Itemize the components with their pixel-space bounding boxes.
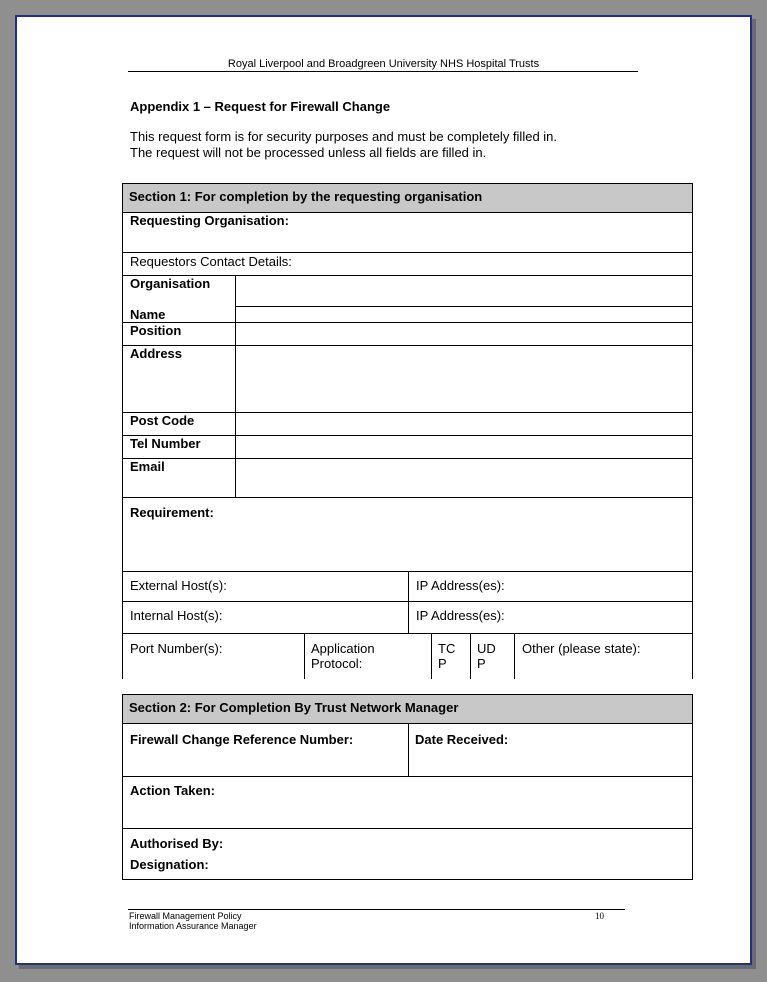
other-protocol-label: Other (please state): xyxy=(522,641,641,656)
designation-label: Designation: xyxy=(130,857,209,872)
application-protocol-label: Application Protocol: xyxy=(311,641,375,671)
intro-text xyxy=(130,129,650,161)
position-input[interactable] xyxy=(236,323,692,345)
name-label: Name xyxy=(130,307,166,322)
email-input[interactable] xyxy=(236,459,692,497)
section1-heading: Section 1: For completion by the requesting organisation xyxy=(122,183,693,213)
footer-text xyxy=(129,911,257,931)
requirement-label: Requirement: xyxy=(130,505,214,520)
external-hosts-label: External Host(s): xyxy=(130,578,227,593)
external-ip-label: IP Address(es): xyxy=(416,578,505,593)
date-received-label: Date Received: xyxy=(415,732,509,747)
authorised-by-label: Authorised By: xyxy=(130,836,224,851)
footer-line-1: Firewall Management Policy xyxy=(129,911,242,921)
requirement-input[interactable] xyxy=(123,522,692,570)
email-label: Email xyxy=(130,459,165,474)
organisation-label: Organisation xyxy=(130,276,211,291)
footer-line-2: Information Assurance Manager xyxy=(129,921,257,931)
requesting-organisation-label: Requesting Organisation: xyxy=(130,213,289,228)
address-input[interactable] xyxy=(236,346,692,412)
document-header: Royal Liverpool and Broadgreen University NHS Hospital Trusts xyxy=(227,58,540,70)
name-input[interactable] xyxy=(236,307,692,322)
udp-option[interactable]: UD P xyxy=(477,641,496,671)
tel-number-input[interactable] xyxy=(236,436,692,458)
internal-hosts-label: Internal Host(s): xyxy=(130,608,223,623)
intro-line-1: This request form is for security purposes and must be completely filled in. xyxy=(130,129,558,144)
tcp-option[interactable]: TC P xyxy=(438,641,456,671)
action-taken-label: Action Taken: xyxy=(130,783,215,798)
post-code-input[interactable] xyxy=(236,413,692,435)
internal-ip-label: IP Address(es): xyxy=(416,608,505,623)
organisation-input[interactable] xyxy=(236,276,692,306)
contact-details-label: Requestors Contact Details: xyxy=(130,254,292,269)
tel-number-label: Tel Number xyxy=(130,436,201,451)
intro-line-2: The request will not be processed unless all fields are filled in. xyxy=(130,145,487,160)
position-label: Position xyxy=(130,323,182,338)
port-numbers-label: Port Number(s): xyxy=(130,641,223,656)
reference-number-label: Firewall Change Reference Number: xyxy=(130,732,354,747)
appendix-title: Appendix 1 – Request for Firewall Change xyxy=(130,99,391,114)
header-rule xyxy=(128,71,638,72)
page-number: 10 xyxy=(595,911,604,921)
post-code-label: Post Code xyxy=(130,413,195,428)
footer-rule xyxy=(128,909,625,910)
requesting-organisation-field[interactable] xyxy=(122,212,693,253)
section2-heading: Section 2: For Completion By Trust Network Manager xyxy=(122,694,693,724)
address-label: Address xyxy=(130,346,183,361)
